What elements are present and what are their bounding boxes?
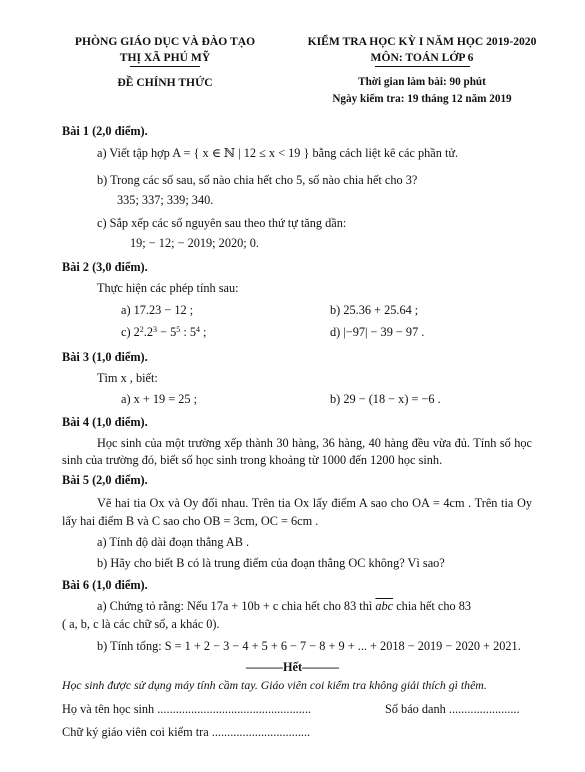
subject-title: MÔN: TOÁN LỚP 6 [370,51,474,64]
bai2-b: b) 25.36 + 25.64 ; [330,303,419,317]
bai3-intro: Tìm x , biết: [97,371,158,385]
bai1-c-numbers: 19; − 12; − 2019; 2020; 0. [130,236,259,250]
bai6-a-line2: ( a, b, c là các chữ số, a khác 0). [62,617,220,631]
bai2-intro: Thực hiện các phép tính sau: [97,281,239,295]
student-name-field: Họ và tên học sinh .................................................. [62,702,311,716]
end-marker: ———Hết——— [246,660,339,674]
bai6-a [97,599,532,614]
official-label: ĐỀ CHÍNH THỨC [117,76,213,89]
bai1-a: a) Viết tập hợp A = { x ∈ ℕ | 12 ≤ x < 19 } bằng cách liệt kê các phần tử. [97,146,459,160]
header-underline-right [375,66,470,67]
bai1-title: Bài 1 (2,0 điểm). [62,124,148,138]
exam-duration: Thời gian làm bài: 90 phút [358,76,486,88]
bai2-c: c) $2^2.2^3 - 5^5$ : $5^4$ ; [121,325,207,339]
bai6-b: b) Tính tổng: S = 1 + 2 − 3 − 4 + 5 + 6 − 7 − 8 + 9 + ... + 2018 − 2019 − 2020 + 2021. [97,639,521,653]
bai2-a: a) 17.23 − 12 ; [121,303,194,317]
exam-title: KIỂM TRA HỌC KỲ I NĂM HỌC 2019-2020 [307,35,537,48]
bai6-a-part2: chia hết cho 83 [396,599,471,613]
bai5-a: a) Tính độ dài đoạn thẳng AB . [97,535,250,549]
bai1-c: c) Sắp xếp các số nguyên sau theo thứ tự tăng dần: [97,216,347,230]
bai1-b: b) Trong các số sau, số nào chia hết cho 5, số nào chia hết cho 3? [97,173,418,187]
bai2-d: d) |−97| − 39 − 97 . [330,325,425,339]
bai2-title: Bài 2 (3,0 điểm). [62,260,148,274]
bai3-title: Bài 3 (1,0 điểm). [62,350,148,364]
bai5-text: Vẽ hai tia Ox và Oy đối nhau. Trên tia Ox lấy điểm A sao cho OA = 4cm . Trên tia Oy lấy hai điểm B và C sao cho OB = 3cm, OC = 6cm . [62,496,532,528]
bai5-title: Bài 5 (2,0 điểm). [62,473,148,487]
bai3-b: b) 29 − (18 − x) = −6 . [330,392,441,406]
header-underline-left [130,66,200,67]
bai3-a: a) x + 19 = 25 ; [121,392,198,406]
bai4-text: Học sinh của một trường xếp thành 30 hàng, 36 hàng, 40 hàng đều vừa đủ. Tính số học sinh của trường đó, biết số học sinh trong khoảng từ 1000 đến 1200 học sinh. [62,436,532,467]
student-number-field: Số báo danh ....................... [385,702,520,716]
bai5-b: b) Hãy cho biết B có là trung điểm của đoạn thẳng OC không? Vì sao? [97,556,445,570]
bai6-title: Bài 6 (1,0 điểm). [62,578,148,592]
proctor-signature-field: Chữ ký giáo viên coi kiểm tra ................................ [62,725,311,739]
department-name: PHÒNG GIÁO DỤC VÀ ĐÀO TẠO [74,35,256,48]
bai1-b-numbers: 335; 337; 339; 340. [117,193,214,207]
bai4-title: Bài 4 (1,0 điểm). [62,415,148,429]
exam-date: Ngày kiểm tra: 19 tháng 12 năm 2019 [332,93,512,105]
bai6-a-abc: $\overline{abc}$ [375,599,394,613]
district-name: THỊ XÃ PHÚ MỸ [119,51,211,64]
bai2-c-prefix: c) 2 [121,325,140,339]
exam-note: Học sinh được sử dụng máy tính cầm tay. Giáo viên coi kiểm tra không giải thích gì thêm. [62,678,487,692]
bai6-a-part1: a) Chứng tỏ rằng: Nếu 17a + 10b + c chia hết cho 83 thì [97,599,373,613]
